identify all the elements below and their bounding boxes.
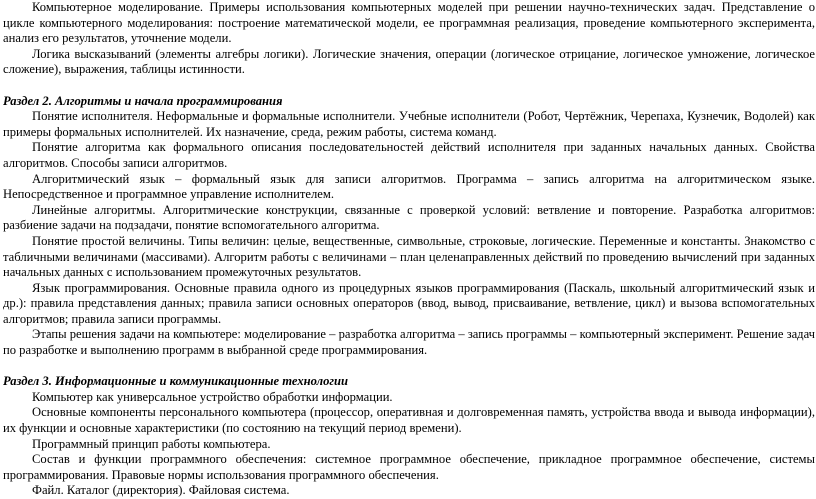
paragraph-algorithm-concept: Понятие алгоритма как формального описания последовательностей действий исполнителя при заданных начальных данных. Свойства алгоритмов. Способы записи алгоритмов. bbox=[3, 140, 815, 170]
paragraph-solution-stages: Этапы решения задачи на компьютере: моделирование – разработка алгоритма – запись программы – компьютерный эксперимент. Решение задач по разработке и выполнению программ в выбранной среде программирования. bbox=[3, 327, 815, 358]
section-3-heading: Раздел 3. Информационные и коммуникационные технологии bbox=[3, 374, 349, 389]
paragraph-software-composition: Состав и функции программного обеспечения: системное программное обеспечение, прикладное программное обеспечение, системы программирования. Правовые нормы использования программного обеспечения. bbox=[3, 452, 815, 482]
paragraph-programming-language: Язык программирования. Основные правила одного из процедурных языков программирования (Паскаль, школьный алгоритмический язык и др.): правила представления данных; правила записи основных операторов (ввод, вывод, присваивание, ветвление, цикл) и вызова вспомогательных алгоритмов; правила записи программы. bbox=[3, 280, 815, 326]
paragraph-universal-device: Компьютер как универсальное устройство обработки информации. bbox=[32, 389, 393, 404]
paragraph-file-system: Файл. Каталог (директория). Файловая система. bbox=[32, 483, 290, 498]
paragraph-executor-concept: Понятие исполнителя. Неформальные и формальные исполнители. Учебные исполнители (Робот, Чертёжник, Черепаха, Кузнечик, Водолей) как примеры формальных исполнителей. Их назначение, среда, режим работы, система команд. bbox=[3, 109, 815, 139]
paragraph-program-principle: Программный принцип работы компьютера. bbox=[32, 436, 271, 451]
paragraph-pc-components: Основные компоненты персонального компьютера (процессор, оперативная и долговременная память, устройства ввода и вывода информации), их функции и основные характеристики (по состоянию на текущий период времени). bbox=[3, 405, 815, 436]
paragraph-computer-modeling: Компьютерное моделирование. Примеры использования компьютерных моделей при решении научно-технических задач. Представление о цикле компьютерного моделирования: построение математической модели, ее программная реализация, проведение компьютерного эксперимента, анализ его результатов, уточнение модели. bbox=[3, 0, 815, 46]
paragraph-algorithmic-language: Алгоритмический язык – формальный язык для записи алгоритмов. Программа – запись алгоритма на алгоритмическом языке. Непосредственное и программное управление исполнителем. bbox=[3, 171, 815, 202]
paragraph-linear-algorithms: Линейные алгоритмы. Алгоритмические конструкции, связанные с проверкой условий: ветвление и повторение. Разработка алгоритмов: разбиение задачи на подзадачи, понятие вспомогательного алгоритма. bbox=[3, 202, 815, 233]
paragraph-logic-statements: Логика высказываний (элементы алгебры логики). Логические значения, операции (логическое отрицание, логическое умножение, логическое сложение), выражения, таблицы истинности. bbox=[3, 46, 815, 77]
section-2-heading: Раздел 2. Алгоритмы и начала программирования bbox=[3, 93, 283, 108]
paragraph-simple-values: Понятие простой величины. Типы величин: целые, вещественные, символьные, строковые, логические. Переменные и константы. Знакомство с табличными величинами (массивами). Алгоритм работы с величинами – план целенаправленных действий по проведению вычислений при заданных начальных данных с использованием промежуточных результатов. bbox=[3, 233, 815, 280]
